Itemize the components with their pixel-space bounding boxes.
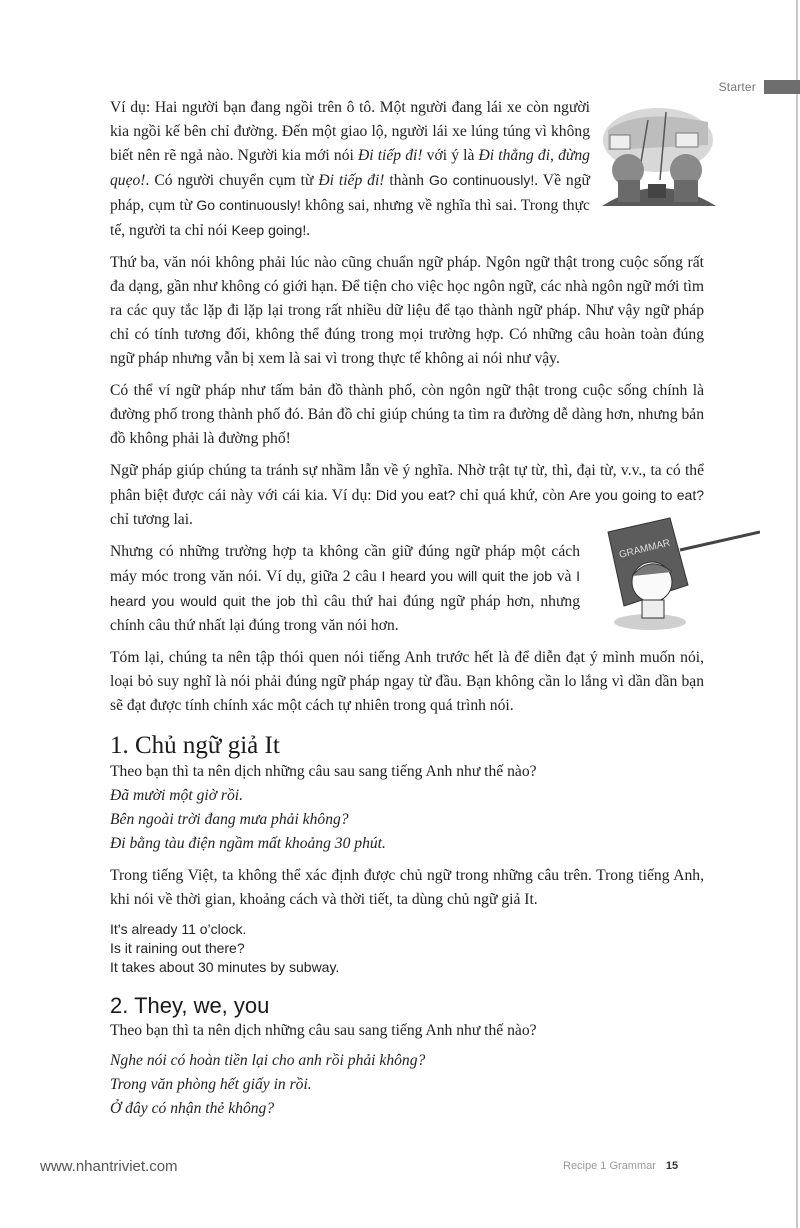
italic-phrase: Đi thẳng đi, đừng quẹo! — [110, 147, 590, 189]
english-phrase: I heard you would quit the job — [110, 568, 581, 609]
vietnamese-sentence: Ở đây có nhận thẻ không? — [110, 1100, 275, 1117]
english-sentence: It’s already 11 o’clock. — [110, 921, 247, 937]
italic-phrase: Đi tiếp đi! — [357, 147, 423, 164]
english-sentence: Is it raining out there? — [110, 940, 245, 956]
vietnamese-sentence: Đi bằng tàu điện ngầm mất khoảng 30 phút. — [110, 835, 386, 852]
text-run: chỉ tương lai. — [110, 511, 193, 528]
footer-running-title — [563, 1160, 678, 1172]
page-edge-line — [796, 0, 798, 1228]
paragraph-quit-job-example — [110, 540, 580, 638]
boy-under-grammar-book-illustration — [600, 510, 760, 635]
section-1-explanation: Trong tiếng Việt, ta không thể xác định được chủ ngữ trong những câu trên. Trong tiếng Anh, khi nói về thời gian, khoảng cách và thời tiết, ta dùng chủ ngữ giả It. — [110, 867, 704, 908]
section-label: Starter — [718, 80, 756, 94]
section-2-prompt: Theo bạn thì ta nên dịch những câu sau sang tiếng Anh như thế nào? — [110, 1022, 537, 1039]
vietnamese-sentence: Đã mười một giờ rồi. — [110, 787, 244, 804]
text-run: Nhưng có những trường hợp ta không cần giữ đúng ngữ pháp một cách máy móc trong văn nói. Ví dụ, giữa 2 câu — [110, 543, 580, 585]
vietnamese-sentence: Nghe nói có hoàn tiền lại cho anh rồi phải không? — [110, 1052, 426, 1069]
text-run: . Có người chuyển cụm từ — [145, 172, 319, 189]
paragraph-map-analogy: Có thể ví ngữ pháp như tấm bản đồ thành phố, còn ngôn ngữ thật trong cuộc sống chính là đường phố trong thành phố đó. Bản đồ chỉ giúp chúng ta tìm ra đường dễ dàng hơn, nhưng bản đồ không phải là đường phố! — [110, 382, 704, 447]
english-phrase: Are you going to eat? — [569, 487, 704, 503]
section-2-title: 2. They, we, you — [110, 993, 270, 1018]
english-phrase: Did you eat? — [375, 487, 456, 503]
section-1-title: 1. Chủ ngữ giả It — [110, 732, 280, 759]
paragraph-summary: Tóm lại, chúng ta nên tập thói quen nói tiếng Anh trước hết là để diễn đạt ý mình muốn nói, loại bỏ suy nghĩ là nói phải đúng ngữ pháp ngay từ đầu. Bạn không cần lo lắng vì dần dần bạn sẽ đạt được tính chính xác một cách tự nhiên trong quá trình nói. — [110, 649, 704, 714]
english-phrase: Keep going! — [231, 222, 307, 238]
text-run: . Về ngữ pháp, cụm từ — [110, 172, 590, 214]
section-2 — [110, 993, 590, 1121]
text-run: không sai, nhưng về nghĩa thì sai. Trong thực tế, người ta chỉ nói — [110, 197, 590, 239]
page-number: 15 — [665, 1160, 679, 1172]
paragraph-spoken-grammar: Thứ ba, văn nói không phải lúc nào cũng chuẩn ngữ pháp. Ngôn ngữ thật trong cuộc sống rất đa dạng, gần như không có giới hạn. Để tiện cho việc học ngôn ngữ, các nhà ngôn ngữ mới tìm ra các quy tắc lặp đi lặp lại trong rất nhiều dữ liệu để tạo thành ngữ pháp. Như vậy ngữ pháp chỉ có tính tương đối, không thể đúng trong mọi trường hợp. Có những câu hoàn toàn đúng ngữ pháp nhưng vẫn bị xem là sai vì trong thực tế không ai nói như vậy. — [110, 254, 704, 367]
vietnamese-sentence: Trong văn phòng hết giấy in rồi. — [110, 1076, 312, 1093]
section-tab — [719, 80, 800, 94]
text-run: chỉ quá khứ, còn — [455, 487, 570, 504]
english-phrase: Go continuously! — [428, 172, 535, 188]
two-friends-in-car-illustration — [598, 100, 720, 208]
italic-phrase: Đi tiếp đi! — [318, 172, 385, 189]
svg-text:GRAMMAR: GRAMMAR — [618, 537, 672, 561]
text-run: và — [552, 568, 577, 585]
english-phrase: I heard you will quit the job — [381, 568, 553, 584]
text-run: thành — [384, 172, 429, 189]
text-run: với ý là — [422, 147, 479, 164]
paragraph-example-car — [110, 96, 590, 243]
running-title: Recipe 1 Grammar — [563, 1160, 656, 1172]
footer-website: www.nhantriviet.com — [40, 1158, 178, 1175]
text-run: thì câu thứ hai đúng ngữ pháp hơn, nhưng chính câu thứ nhất lại đúng trong văn nói hơn. — [110, 593, 580, 634]
english-sentence: It takes about 30 minutes by subway. — [110, 959, 340, 975]
section-1-prompt: Theo bạn thì ta nên dịch những câu sau sang tiếng Anh như thế nào? — [110, 763, 537, 780]
text-run: Ngữ pháp giúp chúng ta tránh sự nhầm lẫn về ý nghĩa. Nhờ trật tự từ, thì, đại từ, v.v., ta có thể phân biệt được cái này với cái kia. Ví dụ: — [110, 462, 704, 504]
text-run: . — [306, 222, 311, 239]
section-1 — [110, 732, 704, 977]
vietnamese-sentence: Bên ngoài trời đang mưa phải không? — [110, 811, 349, 828]
text-run: Ví dụ: Hai người bạn đang ngồi trên ô tô. Một người đang lái xe còn người kia ngồi kế bên chỉ đường. Đến một giao lộ, người lái xe lúng túng vì không biết nên rẽ ngả nào. Người kia mới nói — [110, 99, 590, 164]
section-marker-bar — [764, 80, 800, 94]
english-phrase: Go continuously! — [196, 197, 301, 213]
